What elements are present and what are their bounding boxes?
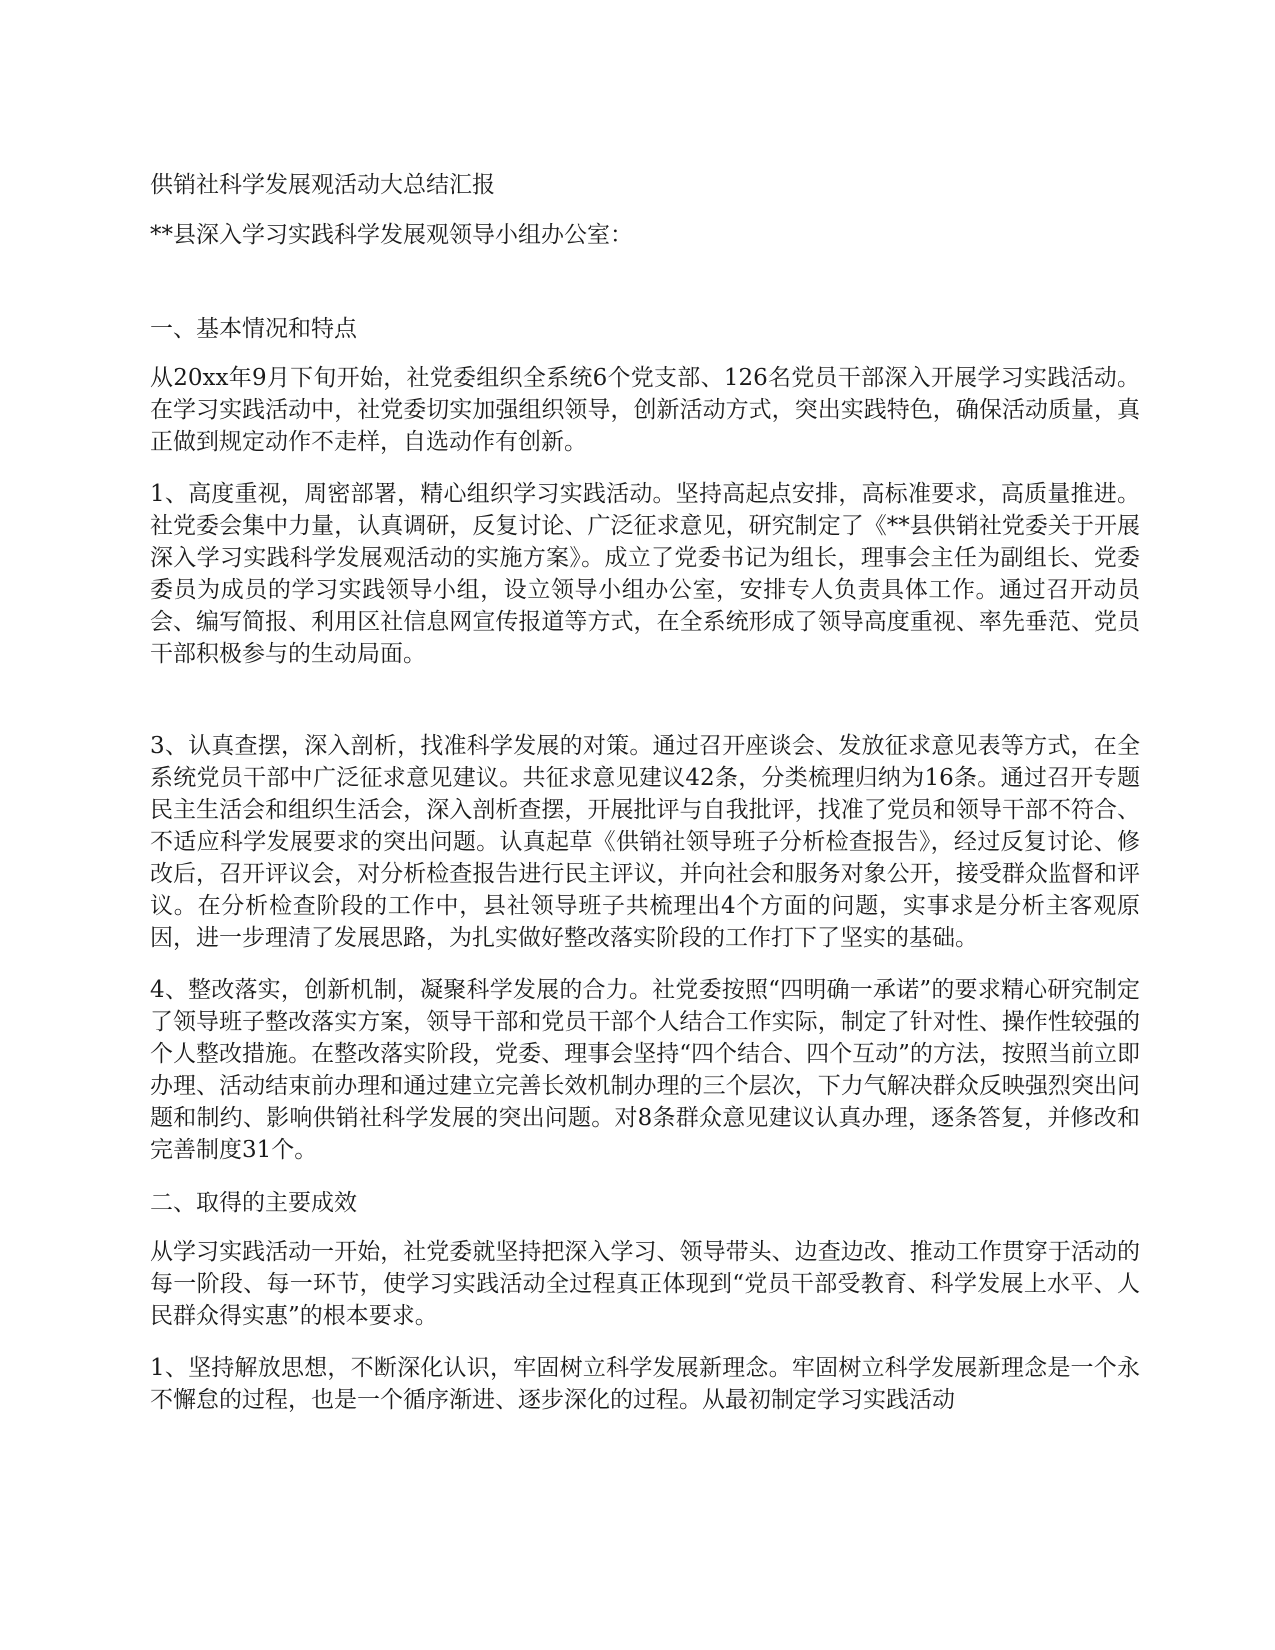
- section-heading-main-results: 二、取得的主要成效: [150, 1190, 357, 1216]
- paragraph-item-1: 1、高度重视，周密部署，精心组织学习实践活动。坚持高起点安排，高标准要求，高质量推进。社党委会集中力量，认真调研，反复讨论、广泛征求意见，研究制定了《**县供销社党委关于开展深入学习实践科学发展观活动的实施方案》。成立了党委书记为组长，理事会主任为副组长、党委委员为成员的学习实践领导小组，设立领导小组办公室，安排专人负责具体工作。通过召开动员会、编写简报、利用区社信息网宣传报道等方式，在全系统形成了领导高度重视、率先垂范、党员干部积极参与的生动局面。: [150, 481, 1140, 667]
- section-heading-basic-situation: 一、基本情况和特点: [150, 316, 357, 342]
- document-addressee: **县深入学习实践科学发展观领导小组办公室：: [150, 222, 633, 248]
- document-page: [150, 168, 1140, 1416]
- paragraph-section1-intro: 从20xx年9月下旬开始，社党委组织全系统6个党支部、126名党员干部深入开展学习实践活动。在学习实践活动中，社党委切实加强组织领导，创新活动方式，突出实践特色，确保活动质量，真正做到规定动作不走样，自选动作有创新。: [150, 365, 1140, 455]
- paragraph-section2-item-1: 1、坚持解放思想，不断深化认识，牢固树立科学发展新理念。牢固树立科学发展新理念是一个永不懈怠的过程，也是一个循序渐进、逐步深化的过程。从最初制定学习实践活动: [150, 1355, 1140, 1413]
- paragraph-item-3: 3、认真查摆，深入剖析，找准科学发展的对策。通过召开座谈会、发放征求意见表等方式，在全系统党员干部中广泛征求意见建议。共征求意见建议42条，分类梳理归纳为16条。通过召开专题民主生活会和组织生活会，深入剖析查摆，开展批评与自我批评，找准了党员和领导干部不符合、不适应科学发展要求的突出问题。认真起草《供销社领导班子分析检查报告》，经过反复讨论、修改后，召开评议会，对分析检查报告进行民主评议，并向社会和服务对象公开，接受群众监督和评议。在分析检查阶段的工作中，县社领导班子共梳理出4个方面的问题，实事求是分析主客观原因，进一步理清了发展思路，为扎实做好整改落实阶段的工作打下了坚实的基础。: [150, 733, 1140, 951]
- document-title: 供销社科学发展观活动大总结汇报: [150, 172, 495, 198]
- paragraph-item-4: 4、整改落实，创新机制，凝聚科学发展的合力。社党委按照“四明确一承诺”的要求精心研究制定了领导班子整改落实方案，领导干部和党员干部个人结合工作实际，制定了针对性、操作性较强的个人整改措施。在整改落实阶段，党委、理事会坚持“四个结合、四个互动”的方法，按照当前立即办理、活动结束前办理和通过建立完善长效机制办理的三个层次，下力气解决群众反映强烈突出问题和制约、影响供销社科学发展的突出问题。对8条群众意见建议认真办理，逐条答复，并修改和完善制度31个。: [150, 977, 1140, 1163]
- paragraph-section2-intro: 从学习实践活动一开始，社党委就坚持把深入学习、领导带头、边查边改、推动工作贯穿于活动的每一阶段、每一环节，使学习实践活动全过程真正体现到“党员干部受教育、科学发展上水平、人民群众得实惠”的根本要求。: [150, 1239, 1140, 1329]
